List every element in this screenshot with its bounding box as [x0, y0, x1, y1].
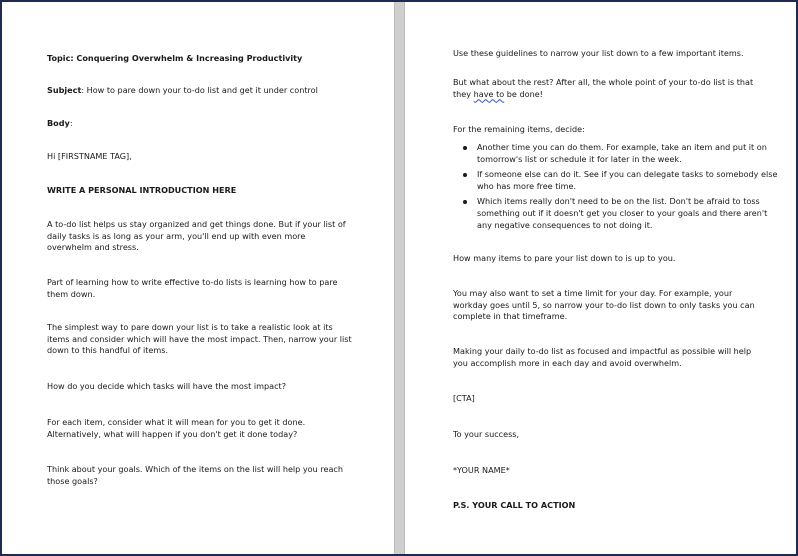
- right-paragraph-1: Use these guidelines to narrow your list down to a few important items.: [453, 48, 744, 58]
- page-right: [405, 2, 796, 554]
- paragraph-4: How do you decide which tasks will have the most impact?: [47, 381, 286, 391]
- page-left: [2, 2, 394, 554]
- right-paragraph-5: You may also want to set a time limit for your day. For example, your workday goes until 5, so narrow your to-do list down to only tasks you can complete in that timeframe.: [453, 288, 755, 322]
- paragraph-1: A to-do list helps us stay organized and get things done. But if your list of daily tasks is as long as your arm, you'll end up with even more overwhelm and stress.: [47, 219, 346, 253]
- greeting: Hi [FIRSTNAME TAG],: [47, 151, 132, 161]
- cta-placeholder: [CTA]: [453, 393, 475, 403]
- spellcheck-underline[interactable]: have to: [473, 88, 505, 99]
- paragraph-5: For each item, consider what it will mean for you to get it done. Alternatively, what will happen if you don't get it done today?: [47, 417, 306, 439]
- name-placeholder: *YOUR NAME*: [453, 465, 510, 475]
- right-paragraph-4: How many items to pare your list down to is up to you.: [453, 253, 676, 263]
- subject-text: : How to pare down your to-do list and get it under control: [81, 85, 318, 95]
- paragraph-3: The simplest way to pare down your list is to take a realistic look at its items and consider which will have the most impact. Then, narrow your list down to this handful of items.: [47, 322, 352, 356]
- list-item: Which items really don't need to be on the list. Don't be afraid to toss something out if it doesn't get you closer to your goals and there aren't any negative consequences to not doing it.: [477, 196, 783, 231]
- list-item: If someone else can do it. See if you can delegate tasks to somebody else who has more free time.: [477, 169, 783, 192]
- ps-line: P.S. YOUR CALL TO ACTION: [453, 500, 576, 510]
- list-item: Another time you can do them. For example, take an item and put it on tomorrow's list or schedule it for later in the week.: [477, 142, 783, 165]
- topic-line: Topic: Conquering Overwhelm & Increasing Productivity: [47, 53, 303, 63]
- subject-label: Subject: [47, 85, 82, 95]
- body-colon: :: [69, 118, 73, 128]
- right-paragraph-3: For the remaining items, decide:: [453, 124, 585, 134]
- intro-heading: WRITE A PERSONAL INTRODUCTION HERE: [47, 185, 237, 195]
- right-paragraph-2-end: be done!: [504, 88, 543, 99]
- subject-line: [47, 85, 352, 97]
- right-paragraph-2-start: But what about the rest? After all, the whole point of your to-do list is that they: [453, 77, 754, 99]
- document-viewer: [2, 2, 796, 554]
- right-paragraph-6: Making your daily to-do list as focused and impactful as possible will help you accomplish more in each day and avoid overwhelm.: [453, 346, 752, 368]
- right-paragraph-2: [453, 77, 759, 100]
- bullet-list: [453, 142, 783, 235]
- body-label: Body: [47, 118, 70, 128]
- paragraph-6: Think about your goals. Which of the items on the list will help you reach those goals?: [47, 464, 343, 486]
- paragraph-2: Part of learning how to write effective to-do lists is learning how to pare them down.: [47, 277, 338, 299]
- closing-line: To your success,: [453, 429, 520, 439]
- page-gutter: [394, 2, 405, 554]
- body-label-line: [47, 118, 352, 130]
